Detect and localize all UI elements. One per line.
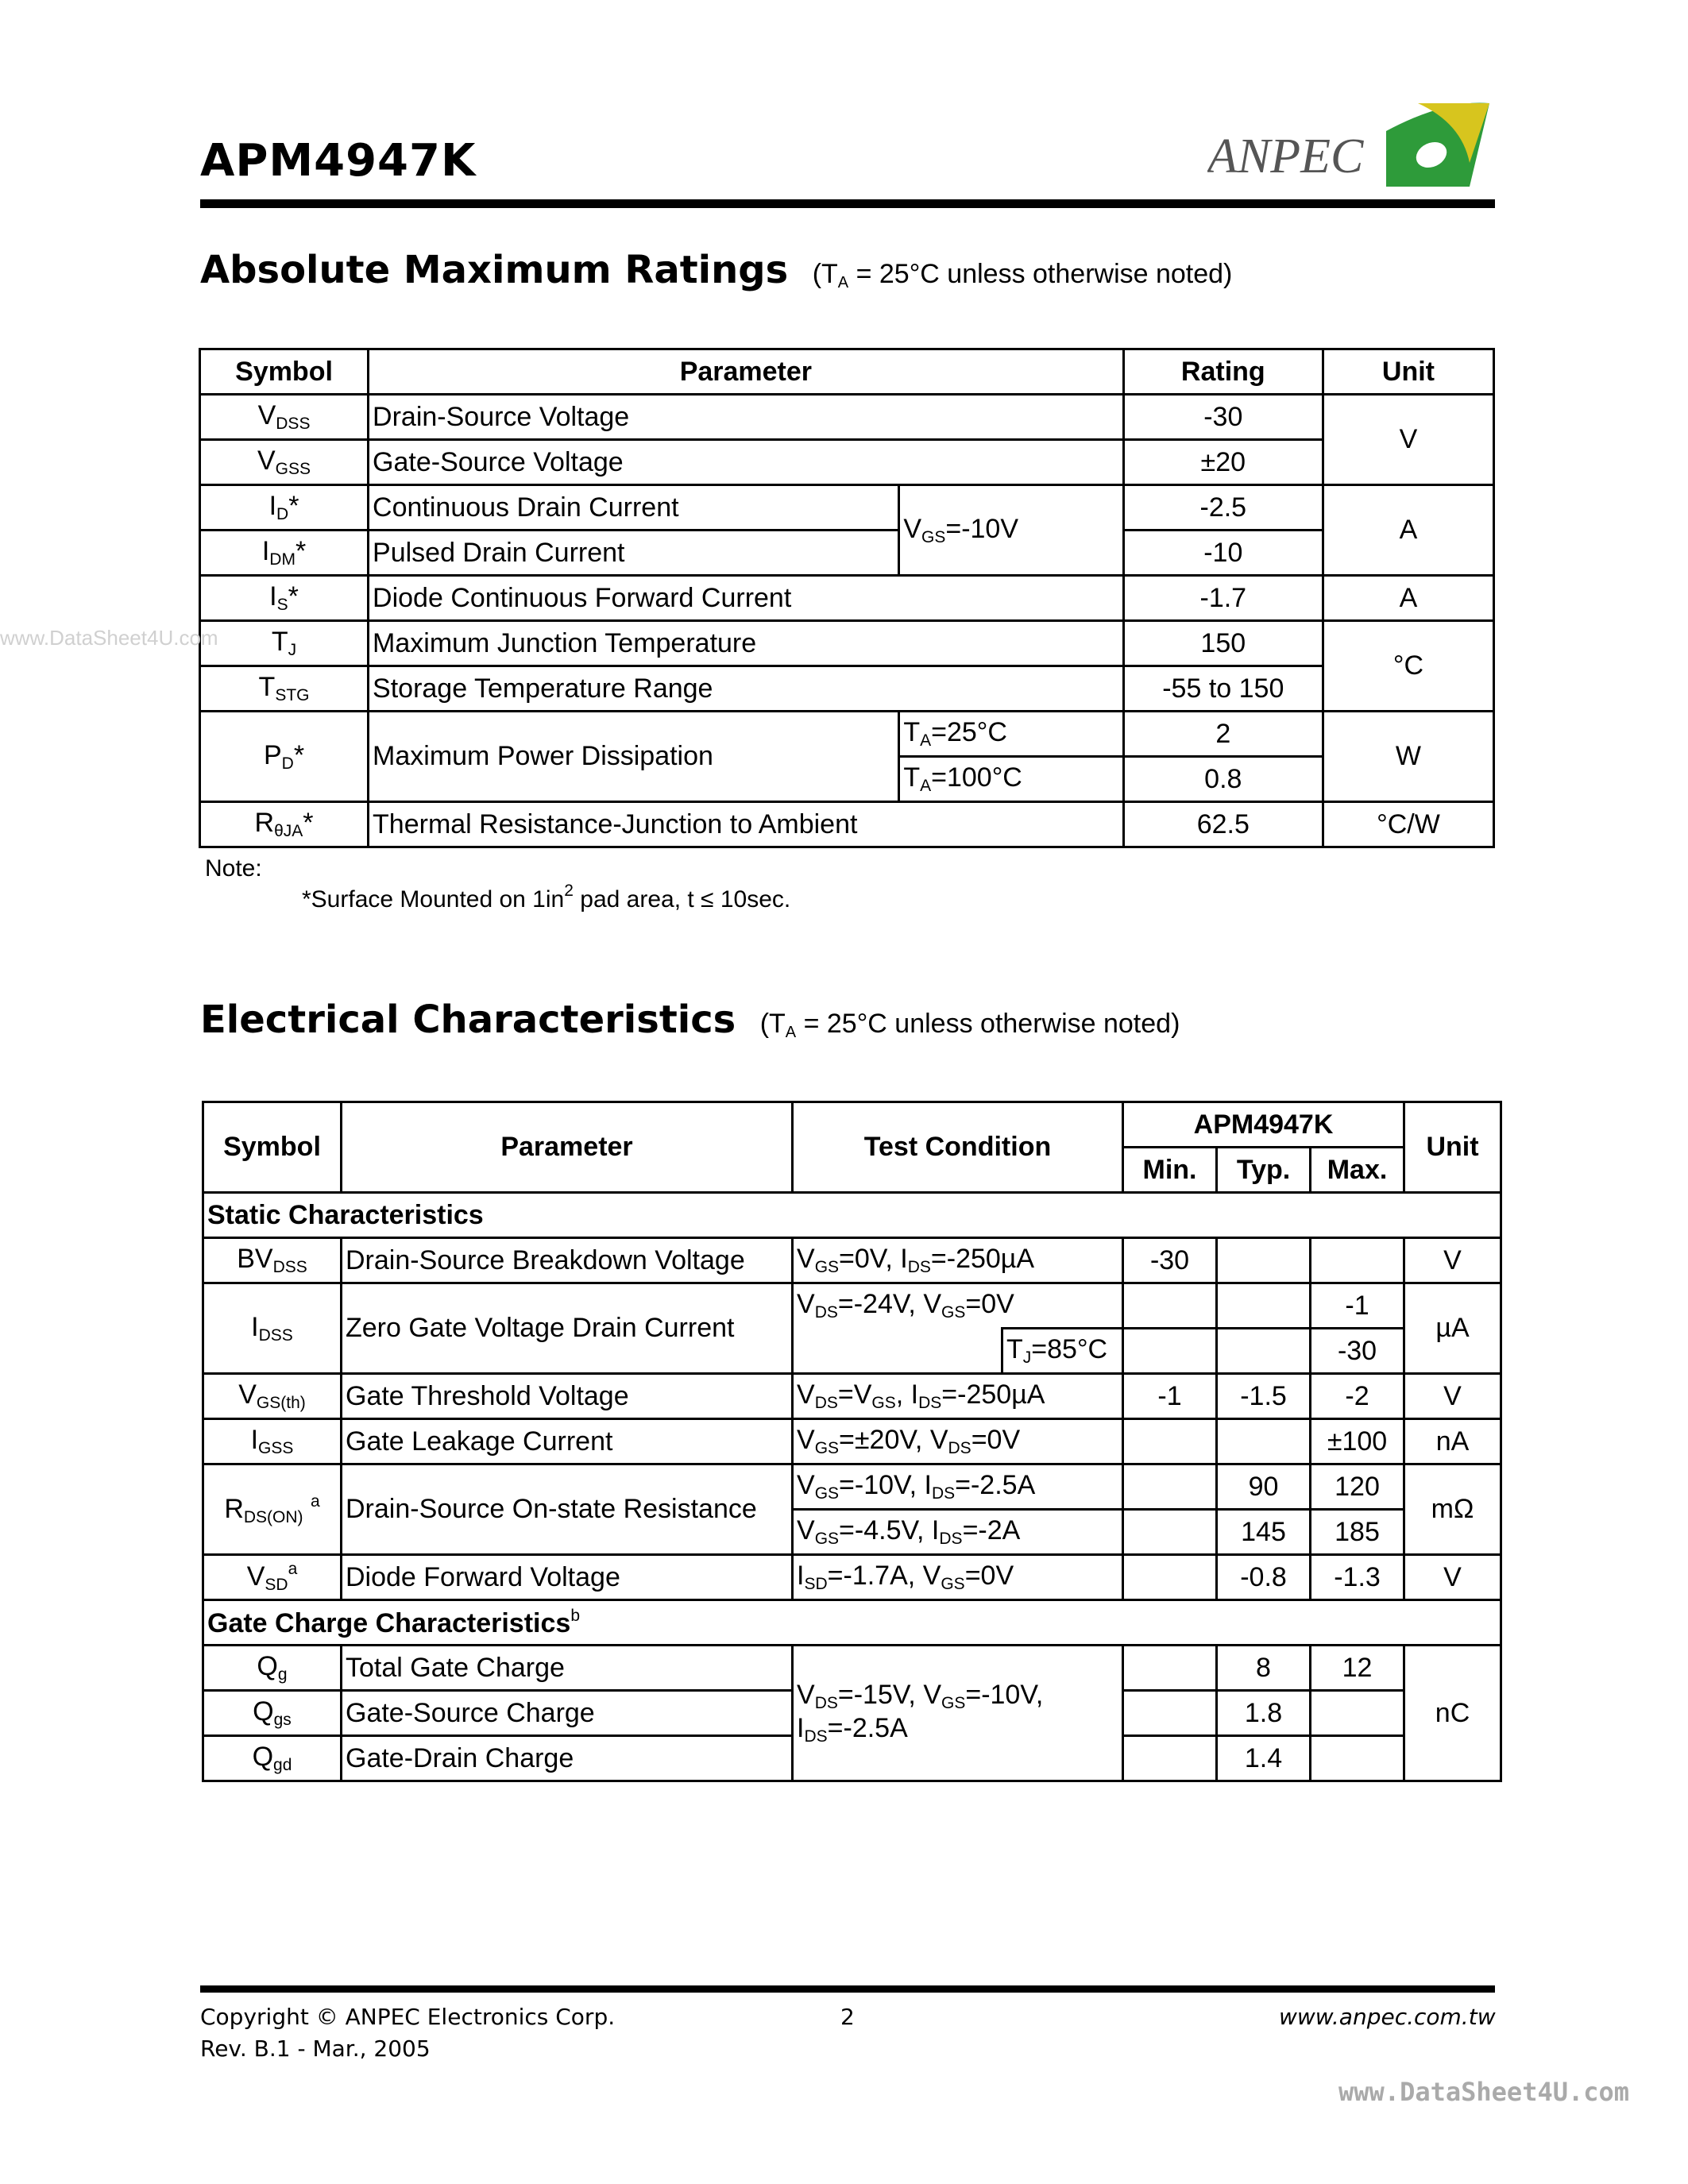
page-number: 2 (840, 2004, 855, 2030)
gate-section-title: Gate Charge Characteristics$^b$ (203, 1600, 1501, 1646)
max-cell (1311, 1736, 1404, 1781)
table-row (203, 1555, 1501, 1600)
parameter-cell: Gate Leakage Current (342, 1419, 793, 1464)
parameter-cell: Gate-Source Charge (342, 1691, 793, 1736)
footer-revision: Rev. B.1 - Mar., 2005 (200, 2035, 431, 2062)
condition-cell: $V_{GS}=\pm 20V$, $V_{DS}=0V$ (793, 1419, 1123, 1464)
symbol-cell: $Q_{gd}$ (203, 1736, 342, 1781)
typ-cell: 8 (1217, 1646, 1311, 1691)
parameter-cell: Gate-Drain Charge (342, 1736, 793, 1781)
min-cell: -30 (1123, 1238, 1217, 1283)
table-row (203, 1419, 1501, 1464)
elec-heading (200, 997, 1180, 1042)
unit-cell: °C (1323, 621, 1493, 712)
condition-cell: $V_{GS}=-10V$, $I_{DS}=-2.5A$ (793, 1464, 1123, 1510)
elec-header-row-1 (203, 1102, 1501, 1148)
min-cell: -1 (1123, 1374, 1217, 1419)
table-row (200, 485, 1494, 531)
watermark-right: www.DataSheet4U.com (1338, 2077, 1630, 2107)
max-cell (1311, 1238, 1404, 1283)
table-row (200, 395, 1494, 440)
typ-cell (1217, 1283, 1311, 1329)
col-part-number: APM4947K (1123, 1102, 1404, 1148)
rating-cell: ±20 (1123, 440, 1323, 485)
rating-cell: 62.5 (1123, 802, 1323, 847)
unit-cell: µA (1404, 1283, 1501, 1374)
min-cell (1123, 1555, 1217, 1600)
abs-max-table (199, 348, 1495, 848)
anpec-logo (1207, 99, 1489, 191)
typ-cell: 90 (1217, 1464, 1311, 1510)
rating-cell: -55 to 150 (1123, 666, 1323, 712)
symbol-cell: $V_{DSS}$ (200, 395, 369, 440)
max-cell: -1.3 (1311, 1555, 1404, 1600)
header-rule (200, 199, 1495, 208)
parameter-cell: Maximum Power Dissipation (369, 712, 899, 802)
abs-max-condition: ($T_A = 25^\circ C$ unless otherwise noted) (812, 259, 1233, 291)
condition-cell: $I_{SD}=-1.7A$, $V_{GS}=0V$ (793, 1555, 1123, 1600)
min-cell (1123, 1419, 1217, 1464)
col-symbol: Symbol (200, 349, 369, 395)
unit-cell: A (1323, 576, 1493, 621)
parameter-cell: Total Gate Charge (342, 1646, 793, 1691)
symbol-cell: $R_{DS(ON)}$ $^a$ (203, 1464, 342, 1555)
parameter-cell: Thermal Resistance-Junction to Ambient (369, 802, 1124, 847)
symbol-cell: $T_J$ (200, 621, 369, 666)
unit-cell: V (1404, 1238, 1501, 1283)
col-parameter: Parameter (369, 349, 1124, 395)
rating-cell: -2.5 (1123, 485, 1323, 531)
col-rating: Rating (1123, 349, 1323, 395)
max-cell: 185 (1311, 1510, 1404, 1555)
abs-max-heading (200, 248, 1232, 292)
symbol-cell: $I_{DSS}$ (203, 1283, 342, 1374)
max-cell: -1 (1311, 1283, 1404, 1329)
col-typ: Typ. (1217, 1148, 1311, 1193)
col-max: Max. (1311, 1148, 1404, 1193)
symbol-cell: $I_D*$ (200, 485, 369, 531)
table-row (203, 1464, 1501, 1510)
min-cell (1123, 1283, 1217, 1329)
parameter-cell: Diode Continuous Forward Current (369, 576, 1124, 621)
parameter-cell: Storage Temperature Range (369, 666, 1124, 712)
unit-cell: nA (1404, 1419, 1501, 1464)
parameter-cell: Gate-Source Voltage (369, 440, 1124, 485)
min-cell (1123, 1691, 1217, 1736)
max-cell (1311, 1691, 1404, 1736)
unit-cell: mΩ (1404, 1464, 1501, 1555)
typ-cell: 145 (1217, 1510, 1311, 1555)
unit-cell: nC (1404, 1646, 1501, 1781)
symbol-cell: $V_{GSS}$ (200, 440, 369, 485)
unit-cell: °C/W (1323, 802, 1493, 847)
table-row (203, 1283, 1501, 1329)
col-parameter: Parameter (342, 1102, 793, 1193)
typ-cell: 1.8 (1217, 1691, 1311, 1736)
abs-max-header-row (200, 349, 1494, 395)
condition-cell: $T_A=100^\circ C$ (899, 757, 1123, 802)
static-section-title: Static Characteristics (203, 1193, 1501, 1238)
symbol-cell: $Q_g$ (203, 1646, 342, 1691)
typ-cell: -1.5 (1217, 1374, 1311, 1419)
note-label: Note: (205, 855, 262, 882)
symbol-cell: $I_{DM}*$ (200, 531, 369, 576)
abs-max-title: Absolute Maximum Ratings (200, 248, 789, 292)
symbol-cell: $P_D*$ (200, 712, 369, 802)
rating-cell: -30 (1123, 395, 1323, 440)
logo-text: ANPEC (1207, 129, 1364, 183)
table-row (203, 1646, 1501, 1691)
col-test-condition: Test Condition (793, 1102, 1123, 1193)
footer-rule (200, 1985, 1495, 1993)
table-row (200, 712, 1494, 757)
elec-table (202, 1101, 1502, 1782)
min-cell (1123, 1329, 1217, 1374)
max-cell: 12 (1311, 1646, 1404, 1691)
parameter-cell: Drain-Source On-state Resistance (342, 1464, 793, 1555)
unit-cell: V (1323, 395, 1493, 485)
col-unit: Unit (1404, 1102, 1501, 1193)
table-row (203, 1238, 1501, 1283)
section-row (203, 1193, 1501, 1238)
condition-cell: $T_J=85^\circ C$ (1002, 1329, 1123, 1374)
symbol-cell: $BV_{DSS}$ (203, 1238, 342, 1283)
rating-cell: 2 (1123, 712, 1323, 757)
col-unit: Unit (1323, 349, 1493, 395)
symbol-cell: $I_S*$ (200, 576, 369, 621)
elec-title: Electrical Characteristics (200, 997, 736, 1042)
max-cell: ±100 (1311, 1419, 1404, 1464)
condition-cell: $V_{GS}=-10V$ (899, 485, 1123, 576)
table-row (200, 576, 1494, 621)
elec-condition: ($T_A = 25^\circ C$ unless otherwise noted) (759, 1009, 1180, 1041)
section-row (203, 1600, 1501, 1646)
table-row (203, 1374, 1501, 1419)
condition-cell: $V_{DS}=V_{GS}$, $I_{DS}=-250\mu A$ (793, 1374, 1123, 1419)
rating-cell: 0.8 (1123, 757, 1323, 802)
symbol-cell: $V_{GS(th)}$ (203, 1374, 342, 1419)
condition-cell: $V_{GS}=-4.5V$, $I_{DS}=-2A$ (793, 1510, 1123, 1555)
condition-cell: $V_{GS}=0V$, $I_{DS}=-250\mu A$ (793, 1238, 1123, 1283)
typ-cell: -0.8 (1217, 1555, 1311, 1600)
table-row (200, 531, 1494, 576)
note-text: *Surface Mounted on $1in^2$ pad area, t ≤ 10sec. (302, 882, 791, 913)
condition-cell: $V_{DS}=-24V$, $V_{GS}=0V$ (793, 1283, 1123, 1329)
watermark-left: www.DataSheet4U.com (0, 626, 218, 650)
symbol-cell: $V_{SD}^a$ (203, 1555, 342, 1600)
unit-cell: W (1323, 712, 1493, 802)
unit-cell: V (1404, 1374, 1501, 1419)
typ-cell (1217, 1238, 1311, 1283)
symbol-cell: $R_{\theta JA}*$ (200, 802, 369, 847)
table-row (200, 802, 1494, 847)
footer-copyright: Copyright © ANPEC Electronics Corp. (200, 2004, 616, 2030)
parameter-cell: Maximum Junction Temperature (369, 621, 1124, 666)
parameter-cell: Zero Gate Voltage Drain Current (342, 1283, 793, 1374)
rating-cell: -1.7 (1123, 576, 1323, 621)
document-title: APM4947K (200, 135, 477, 187)
min-cell (1123, 1736, 1217, 1781)
rating-cell: 150 (1123, 621, 1323, 666)
symbol-cell: $Q_{gs}$ (203, 1691, 342, 1736)
parameter-cell: Diode Forward Voltage (342, 1555, 793, 1600)
parameter-cell: Drain-Source Breakdown Voltage (342, 1238, 793, 1283)
unit-cell: A (1323, 485, 1493, 576)
footer-url[interactable]: www.anpec.com.tw (1279, 2004, 1496, 2030)
parameter-cell: Gate Threshold Voltage (342, 1374, 793, 1419)
symbol-cell: $I_{GSS}$ (203, 1419, 342, 1464)
table-row (200, 666, 1494, 712)
typ-cell: 1.4 (1217, 1736, 1311, 1781)
min-cell (1123, 1510, 1217, 1555)
min-cell (1123, 1646, 1217, 1691)
parameter-cell: Continuous Drain Current (369, 485, 899, 531)
symbol-cell: $T_{STG}$ (200, 666, 369, 712)
max-cell: -2 (1311, 1374, 1404, 1419)
typ-cell (1217, 1329, 1311, 1374)
max-cell: -30 (1311, 1329, 1404, 1374)
parameter-cell: Drain-Source Voltage (369, 395, 1124, 440)
condition-cell: $T_A=25^\circ C$ (899, 712, 1123, 757)
min-cell (1123, 1464, 1217, 1510)
typ-cell (1217, 1419, 1311, 1464)
table-row (200, 440, 1494, 485)
rating-cell: -10 (1123, 531, 1323, 576)
col-symbol: Symbol (203, 1102, 342, 1193)
condition-cell: $V_{DS}=-15V$, $V_{GS}=-10V$, $I_{DS}=-2.5A$ (793, 1646, 1123, 1781)
max-cell: 120 (1311, 1464, 1404, 1510)
col-min: Min. (1123, 1148, 1217, 1193)
unit-cell: V (1404, 1555, 1501, 1600)
parameter-cell: Pulsed Drain Current (369, 531, 899, 576)
table-row (200, 621, 1494, 666)
